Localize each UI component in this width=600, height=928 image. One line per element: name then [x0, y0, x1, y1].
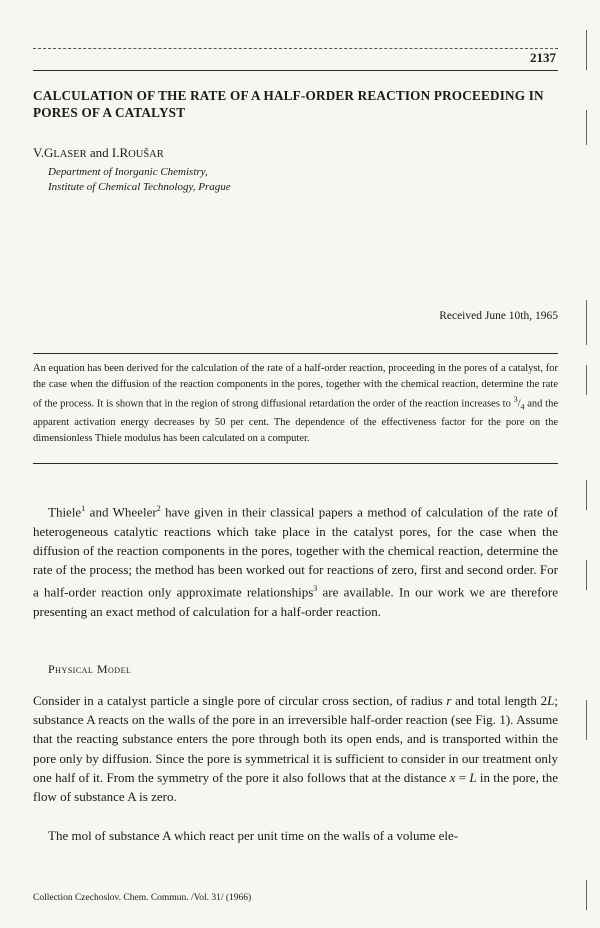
paper-title: CALCULATION OF THE RATE OF A HALF-ORDER REACTION PROCEEDING IN PORES OF A CATALYST	[33, 88, 544, 120]
abstract-top-rule	[33, 353, 558, 354]
received-date: Received June 10th, 1965	[439, 310, 558, 322]
affiliation-department: Department of Inorganic Chemistry,	[48, 166, 208, 178]
margin-mark	[586, 110, 587, 145]
page-number: 2137	[530, 50, 556, 65]
margin-mark	[586, 300, 587, 345]
abstract-bottom-rule	[33, 463, 558, 464]
margin-mark	[586, 480, 587, 510]
physical-model-paragraph: Consider in a catalyst particle a single pore of circular cross section, of radius r and total length 2L; substance A reacts on the walls of the pore in an irreversible half-order reaction (see Fig. 1). Assume that the reacting substance enters the pore through both its open ends, and is transported within the pore only by diffusion. Since the pore is symmetrical it is sufficient to consider in our treatment only one half of it. From the symmetry of the pore it also follows that at the distance x = L in the pore, the flow of substance A is zero.	[33, 693, 558, 805]
abstract: An equation has been derived for the calculation of the rate of a half-order reaction, proceeding in the pores of a catalyst, for the case when the diffusion of the reaction components in the pores, together with the chemical reaction, determine the rate of the process. It is shown that in the region of strong diffusional retardation the order of the reaction increases to $^3/_4$ and the apparent activation energy decreases by 50 per cent. The dependence of the effectiveness factor for the pore on the dimensionless Thiele modulus has been calculated on a computer.	[33, 363, 558, 444]
header-rule	[33, 70, 558, 71]
header-dashed-rule	[33, 48, 558, 49]
margin-mark	[586, 700, 587, 740]
affiliation-institute: Institute of Chemical Technology, Prague	[48, 181, 231, 193]
margin-mark	[586, 880, 587, 910]
margin-mark	[586, 365, 587, 395]
authors: V.GLASER and I.ROUŠAR	[33, 145, 164, 160]
continuation-paragraph: The mol of substance A which react per unit time on the walls of a volume ele-	[48, 828, 459, 843]
margin-mark	[586, 30, 587, 70]
section-heading: Physical Model	[48, 662, 132, 676]
affiliation	[48, 165, 231, 195]
margin-mark	[586, 560, 587, 590]
intro-paragraph: Thiele$^1$ and Wheeler$^2$ have given in their classical papers a method of calculation of the rate of heterogeneous catalytic reactions which take place in the catalyst pores, for the case when the diffusion of the reaction components in the pores, together with the chemical reaction, determine the rate of the process; the method has been worked out for reactions of zero, first and second order. For a half-order reaction only approximate relationships$^3$ are available. In our work we are therefore presenting an exact method of calculation for a half-order reaction.	[33, 504, 558, 619]
footer-citation: Collection Czechoslov. Chem. Commun. /Vol. 31/ (1966)	[33, 893, 252, 903]
